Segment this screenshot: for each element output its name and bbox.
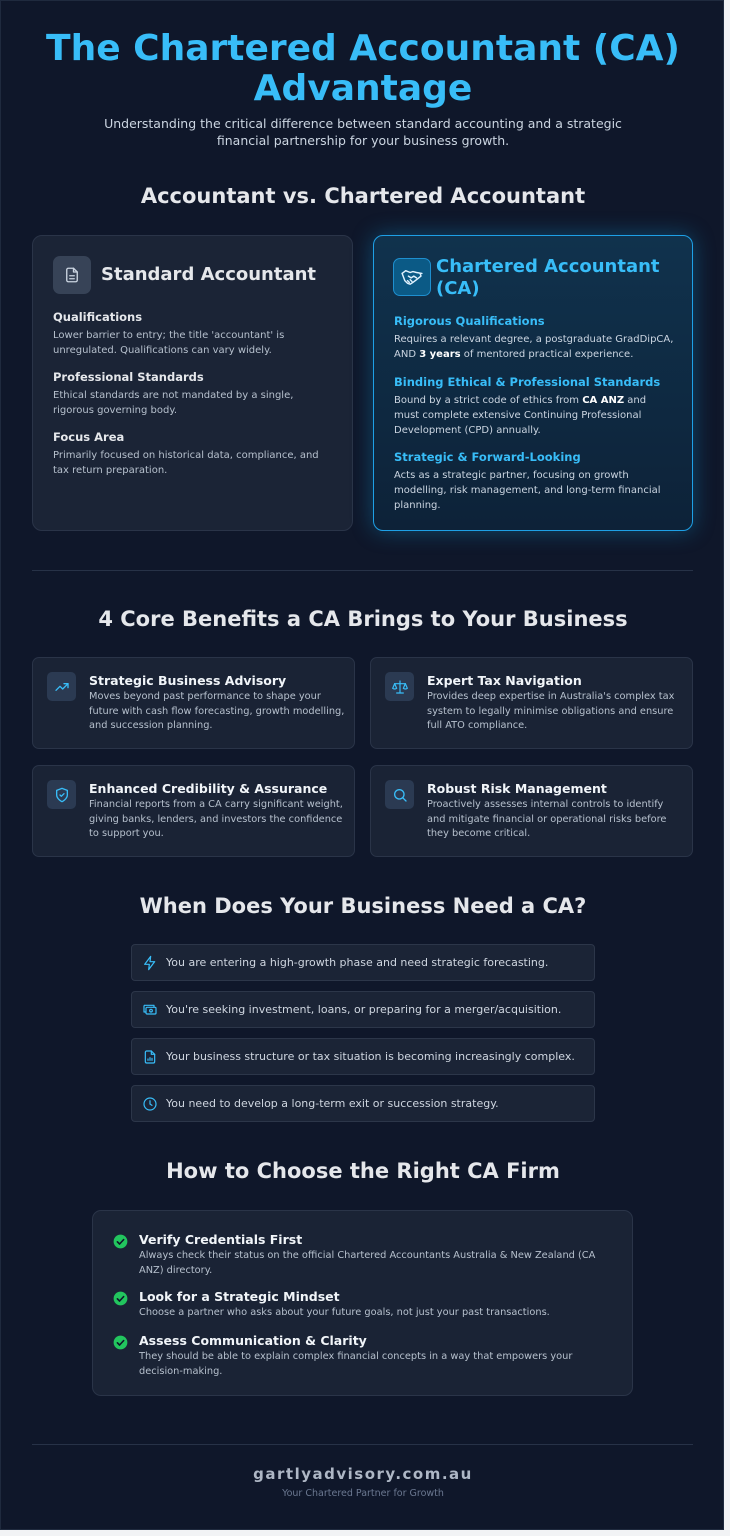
need-text: You need to develop a long-term exit or succession strategy. (166, 1097, 499, 1110)
choose-item-title: Assess Communication & Clarity (139, 1333, 367, 1348)
footer-website-link[interactable]: gartlyadvisory.com.au (253, 1465, 473, 1483)
choose-item-title: Look for a Strategic Mindset (139, 1289, 340, 1304)
money-icon (142, 1002, 158, 1018)
footer-tagline: Your Chartered Partner for Growth (282, 1488, 444, 1499)
need-text: Your business structure or tax situation is becoming increasingly complex. (166, 1050, 575, 1063)
file-chart-icon (142, 1049, 158, 1065)
chartered-accountant-card (373, 235, 693, 531)
benefit-card (370, 657, 693, 749)
benefit-card (32, 765, 355, 857)
check-circle-icon (113, 1291, 128, 1306)
standard-item (53, 370, 334, 418)
clock-icon (142, 1096, 158, 1112)
ca-card-title: Chartered Accountant (CA) (436, 256, 660, 299)
document-icon (53, 256, 91, 294)
choose-panel (92, 1210, 633, 1396)
ca-item-emphasis: CA ANZ (582, 395, 625, 406)
scale-icon (385, 672, 414, 701)
need-item (131, 1085, 595, 1122)
check-circle-icon (113, 1234, 128, 1249)
need-item (131, 944, 595, 981)
standard-card-title: Standard Accountant (101, 264, 317, 285)
ca-item-text: Requires a relevant degree, a postgraduate GradDipCA, AND 3 years of mentored practical experience. (394, 334, 674, 360)
benefits-heading: 4 Core Benefits a CA Brings to Your Business (98, 607, 628, 631)
section-divider (32, 570, 693, 571)
standard-item-text: Primarily focused on historical data, compliance, and tax return preparation. (53, 450, 319, 476)
need-item (131, 991, 595, 1028)
needs-heading: When Does Your Business Need a CA? (139, 894, 587, 918)
benefit-text: Provides deep expertise in Australia's complex tax system to legally minimise obligations and ensure full ATO compliance. (427, 691, 675, 731)
need-item (131, 1038, 595, 1075)
benefit-card (370, 765, 693, 857)
page-subtitle: Understanding the critical difference between standard accounting and a strategic financial partnership for your business growth. (104, 116, 622, 148)
ca-item-title: Rigorous Qualifications (394, 314, 545, 328)
standard-item-title: Professional Standards (53, 370, 204, 384)
page-title: The Chartered Accountant (CA) Advantage (46, 28, 680, 109)
choose-item-text: Always check their status on the official Chartered Accountants Australia & New Zealand (CA ANZ) directory. (139, 1250, 596, 1276)
comparison-heading: Accountant vs. Chartered Accountant (140, 184, 586, 208)
ca-item (394, 450, 674, 513)
standard-item-title: Focus Area (53, 430, 125, 444)
benefit-title: Expert Tax Navigation (427, 673, 582, 688)
ca-item (394, 375, 674, 438)
need-text: You are entering a high-growth phase and need strategic forecasting. (166, 956, 549, 969)
choose-item-text: They should be able to explain complex financial concepts in a way that empowers your decision-making. (139, 1351, 573, 1377)
ca-item-text: Bound by a strict code of ethics from CA ANZ and must complete extensive Continuing Professional Development (CPD) annually. (394, 395, 647, 436)
standard-item-text: Ethical standards are not mandated by a single, rigorous governing body. (53, 390, 294, 416)
benefit-title: Strategic Business Advisory (89, 673, 287, 688)
ca-item (394, 314, 674, 362)
check-circle-icon (113, 1335, 128, 1350)
benefit-title: Enhanced Credibility & Assurance (89, 781, 328, 796)
shield-check-icon (47, 780, 76, 809)
search-icon (385, 780, 414, 809)
choose-heading: How to Choose the Right CA Firm (166, 1159, 560, 1183)
benefit-card (32, 657, 355, 749)
benefit-title: Robust Risk Management (427, 781, 607, 796)
choose-item-text: Choose a partner who asks about your future goals, not just your past transactions. (139, 1307, 550, 1318)
ca-item-text: Acts as a strategic partner, focusing on growth modelling, risk management, and long-term financial planning. (394, 470, 661, 511)
standard-item-title: Qualifications (53, 310, 143, 324)
standard-item-text: Lower barrier to entry; the title 'accountant' is unregulated. Qualifications can vary widely. (53, 330, 285, 356)
ca-item-emphasis: 3 years (419, 349, 461, 360)
benefit-text: Financial reports from a CA carry significant weight, giving banks, lenders, and investors the confidence to support you. (89, 799, 343, 839)
benefit-text: Moves beyond past performance to shape your future with cash flow forecasting, growth modelling, and succession planning. (89, 691, 345, 731)
need-text: You're seeking investment, loans, or preparing for a merger/acquisition. (166, 1003, 562, 1016)
trending-up-icon (47, 672, 76, 701)
lightning-icon (142, 955, 158, 971)
handshake-icon (393, 258, 431, 296)
choose-item-title: Verify Credentials First (139, 1232, 303, 1247)
standard-item (53, 430, 334, 478)
ca-item-title: Strategic & Forward-Looking (394, 450, 581, 464)
footer-divider (32, 1444, 693, 1445)
standard-item (53, 310, 334, 358)
standard-accountant-card (32, 235, 353, 531)
ca-item-title: Binding Ethical & Professional Standards (394, 375, 661, 389)
benefit-text: Proactively assesses internal controls to identify and mitigate financial or operational risks before they become critical. (427, 799, 667, 839)
